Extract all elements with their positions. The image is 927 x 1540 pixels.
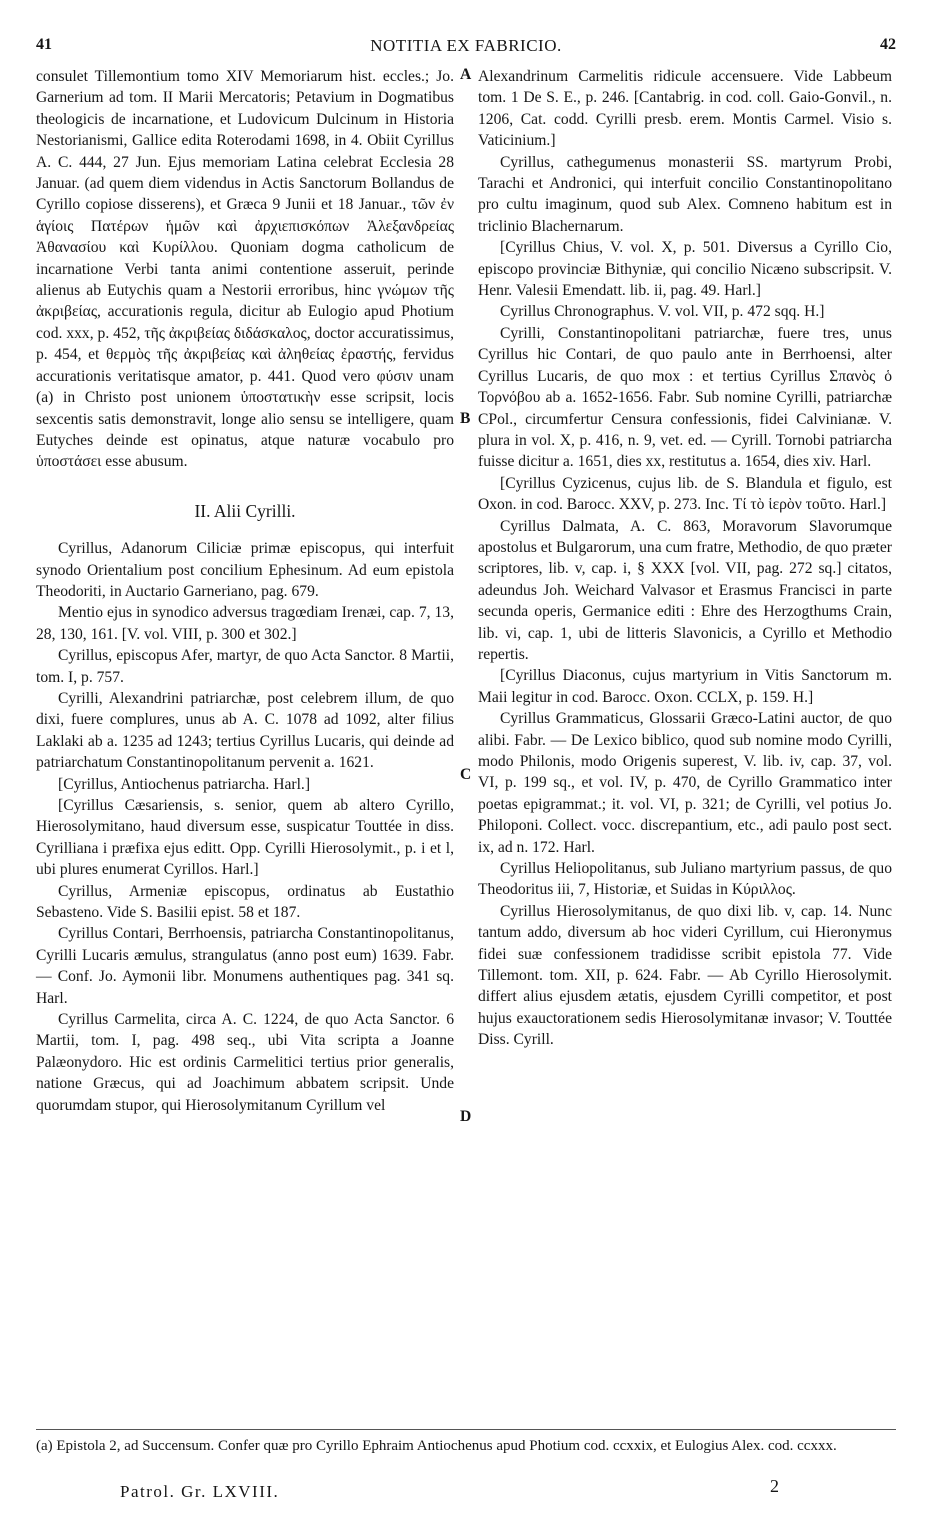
entry-adanorum: Cyrillus, Adanorum Ciliciæ primæ episcopus, qui interfuit synodo Orientalium post concilium Ephesinum. Ad eum epistola Theodoriti, in Auctario Garneriano, pag. 679.	[36, 540, 454, 600]
entry-constantinopolitani: Cyrilli, Constantinopolitani patriarchæ, fuere tres, unus Cyrillus hic Contari, de quo paulo ante in Berrhoensi, alter Cyrillus Lucaris, de quo mox : et tertius Cyrillus Σπανὸς ὁ Τορνόβου ab a. 1652-1656. Fabr. Sub nomine Cyrilli, patriarchæ CPol., circumfertur Censura confessionis, fidei Calvinianæ. V. plura in vol. X, p. 416, n. 9, vet. ed. — Cyrill. Tornobi patriarcha fuisse dicitur a. 1651, dies xx, restitutus a. 1654, dies xiv. Harl.	[478, 324, 892, 471]
entry-diaconus: [Cyrillus Diaconus, cujus martyrium in Vitis Sanctorum m. Maii legitur in cod. Barocc. Oxon. CCLX, p. 159. H.]	[478, 667, 892, 706]
page-number-right: 42	[880, 36, 896, 53]
margin-marker-d: D	[460, 1108, 472, 1125]
section-heading: II. Alii Cyrilli.	[194, 500, 296, 521]
margin-marker-c: C	[460, 766, 472, 783]
continuation-paragraph: consulet Tillemontium tomo XIV Memoriarum hist. eccles.; Jo. Garnerium ad tom. II Marii Mercatoris; Petavium in Dogmatibus theologicis de incarnatione, et Ludovicum Dulcinum in Historia Nestorianismi, Gallice edita Roterodami 1698, in 4. Obiit Cyrillus A. C. 444, 27 Jun. Ejus memoriam Latina celebrat Ecclesia 28 Januar. (ad quem diem videndus in Actis Sanctorum Bollandus de Cyrillo copiose disserens), et Græca 9 Junii et 18 Januar., τῶν ἐν ἁγίοις Πατέρων ἡμῶν καὶ ἀρχιεπισκόπων Ἀλεξανδρείας Ἀθανασίου καὶ Κυρίλλου. Quoniam dogma catholicum de incarnatione Verbi tanta animi contentione asseruit, perinde alienus ab Eutychis quam a Nestorii erroribus, hinc γνώμων τῆς ἀκριβείας, accurationis regula, dicitur ab Eulogio apud Photium cod. xxx, p. 452, τῆς ἀκριβείας διδάσκαλος, doctor accuratissimus, p. 454, et θερμὸς τῆς ἀκριβείας καὶ ἀληθείας ἐραστής, fervidus accurationis veritatisque amator, p. 441. Quod vero φύσιν unam (a) in Christo post unionem ὑποστατικὴν esse scripsit, locis sexcentis satis demonstravit, longe alio sensu se intelligere, quam Eutyches deinde est opinatus, atque naturæ vocabulo pro ὑποστάσει esse abusum.	[36, 68, 454, 471]
margin-marker-a: A	[460, 66, 472, 83]
entry-carmelita: Cyrillus Carmelita, circa A. C. 1224, de quo Acta Sanctor. 6 Martii, tom. I, pag. 498 seq., ubi Vita scripta a Joanne Palæonydoro. Hic est ordinis Carmelitici tertius prior generalis, natione Græcus, qui ad Joachimum abbatem scripsit. Unde quorumdam stupor, qui Hierosolymitanum Cyrillum vel	[36, 1011, 454, 1114]
entry-heliopolitanus: Cyrillus Heliopolitanus, sub Juliano martyrium passus, de quo Theodoritus iii, 7, Historiæ, et Suidas in Κύριλλος.	[478, 860, 892, 899]
entry-dalmata: Cyrillus Dalmata, A. C. 863, Moravorum Slavorumque apostolus et Bulgarorum, una cum fratre, Methodio, de quo præter scriptores, lib. v, cap. i, § XXX [vol. VII, pag. 272 sq.] citatos, adeundus Joh. Weichard Valvasor et Erasmus Francisci in parte secunda operis, Germanice editi : Ehre des Herzogthums Crain, lib. vi, cap. 1, ubi de litteris Slavonicis, a Cyrillo et Methodio repertis.	[478, 517, 893, 663]
entry-caesariensis: [Cyrillus Cæsariensis, s. senior, quem ab altero Cyrillo, Hierosolymitano, haud diversum esse, suspicatur Touttée in diss. Cyrilliana i præfixa ejus editt. Opp. Cyrilli Hierosolymit., p. i et l, ubi plures enumerat Cyrillos. Harl.]	[36, 797, 454, 879]
margin-marker-b: B	[460, 410, 471, 427]
entry-contari: Cyrillus Contari, Berrhoensis, patriarcha Constantinopolitanus, Cyrilli Lucaris æmulus, strangulatus (anno post eum) 1639. Fabr. — Conf. Jo. Aymonii libr. Monumens authentiques pag. 341 sq. Harl.	[36, 925, 454, 1007]
sheet-number: 2	[770, 1476, 779, 1496]
footnote-divider	[36, 1429, 896, 1430]
entry-hierosolymitanus: Cyrillus Hierosolymitanus, de quo dixi lib. v, cap. 14. Nunc tantum addo, diversum ab hoc videri Cyrillum, cui Hieronymus fidei suæ confessionem tradidisse scribit epistola 77. Vide Tillemont. tom. XII, p. 624. Fabr. — Ab Cyrillo Hierosolymit. differt alius ejusdem ætatis, ejusdem Cyrilli competitor, et post hujus exauctorationem sedis Hierosolymitanæ invasor; V. Touttée Diss. Cyrill.	[478, 902, 892, 1049]
entry-grammaticus: Cyrillus Grammaticus, Glossarii Græco-Latini auctor, de quo alibi. Fabr. — De Lexico biblico, quod sub nomine modo Cyrilli, modo Philonis, modo Origenis superest, V. lib. iv, cap. 37, vol. VI, p. 199 sq., et vol. IV, p. 470, de Cyrillo Grammatico inter poetas epigrammat.; it. vol. VI, p. 321; de Cyrilli, vel potius Jo. Philoponi. Collect. vocc. discrepantium, etc., adi paulo post sect. ix, ad n. 172. Harl.	[478, 710, 892, 856]
running-title: NOTITIA EX FABRICIO.	[370, 36, 562, 55]
entry-cathegumenus: Cyrillus, cathegumenus monasterii SS. martyrum Probi, Tarachi et Andronici, qui interfuit concilio Constantinopolitano pro cultu imaginum, quod sub Alex. Comneno habitum est in triclinio Blachernarum.	[478, 153, 892, 235]
footnote: (a) Epistola 2, ad Succensum. Confer quæ pro Cyrillo Ephraim Antiochenus apud Photium cod. ccxxix, et Eulogius Alex. cod. ccxxx.	[36, 1438, 837, 1454]
page-header	[36, 36, 896, 60]
entry-chius: [Cyrillus Chius, V. vol. X, p. 501. Diversus a Cyrillo Cio, episcopo provinciæ Bithyniæ, qui concilio Nicæno subscripsit. V. Henr. Valesii Emendatt. lib. ii, pag. 49. Harl.]	[478, 239, 892, 300]
entry-mentio: Mentio ejus in synodico adversus tragœdiam Irenæi, cap. 7, 13, 28, 130, 161. [V. vol. VIII, p. 300 et 302.]	[36, 604, 454, 643]
entry-armeniae: Cyrillus, Armeniæ episcopus, ordinatus ab Eustathio Sebasteno. Vide S. Basilii epist. 58 et 187.	[36, 882, 454, 922]
entry-carmelita-continued: Alexandrinum Carmelitis ridicule accensuere. Vide Labbeum tom. 1 De S. E., p. 246. [Cantabrig. in cod. coll. Gaio-Gonvil., n. 1206, Cat. codd. Cyrilli presb. erem. Montis Carmel. Visio s. Vaticinium.]	[478, 68, 892, 150]
right-column	[478, 66, 892, 1051]
entry-alexandrini: Cyrilli, Alexandrini patriarchæ, post celebrem illum, de quo dixi, fuere complures, unus ab A. C. 1078 ad 1092, alter filius Laklaki ab a. 1235 ad 1243; tertius Cyrillus Lucaris, qui deinde ad patriarchatum Constantinopolitanum pervenit a. 1621.	[36, 689, 454, 772]
entry-cyzicenus: [Cyrillus Cyzicenus, cujus lib. de S. Blandula et figulo, est Oxon. in cod. Barocc. XXV, p. 273. Inc. Τί τὸ ἱερὸν τοῦτο. Harl.]	[478, 474, 892, 514]
left-column	[36, 66, 454, 1116]
entry-antiochenus: [Cyrillus, Antiochenus patriarcha. Harl.]	[58, 775, 311, 793]
entry-afer: Cyrillus, episcopus Afer, martyr, de quo Acta Sanctor. 8 Martii, tom. I, p. 757.	[36, 647, 454, 686]
entry-chronographus: Cyrillus Chronographus. V. vol. VII, p. 472 sqq. H.]	[500, 303, 825, 321]
page-number-left: 41	[36, 36, 52, 53]
printer-signature: Patrol. Gr. LXVIII.	[120, 1482, 280, 1501]
